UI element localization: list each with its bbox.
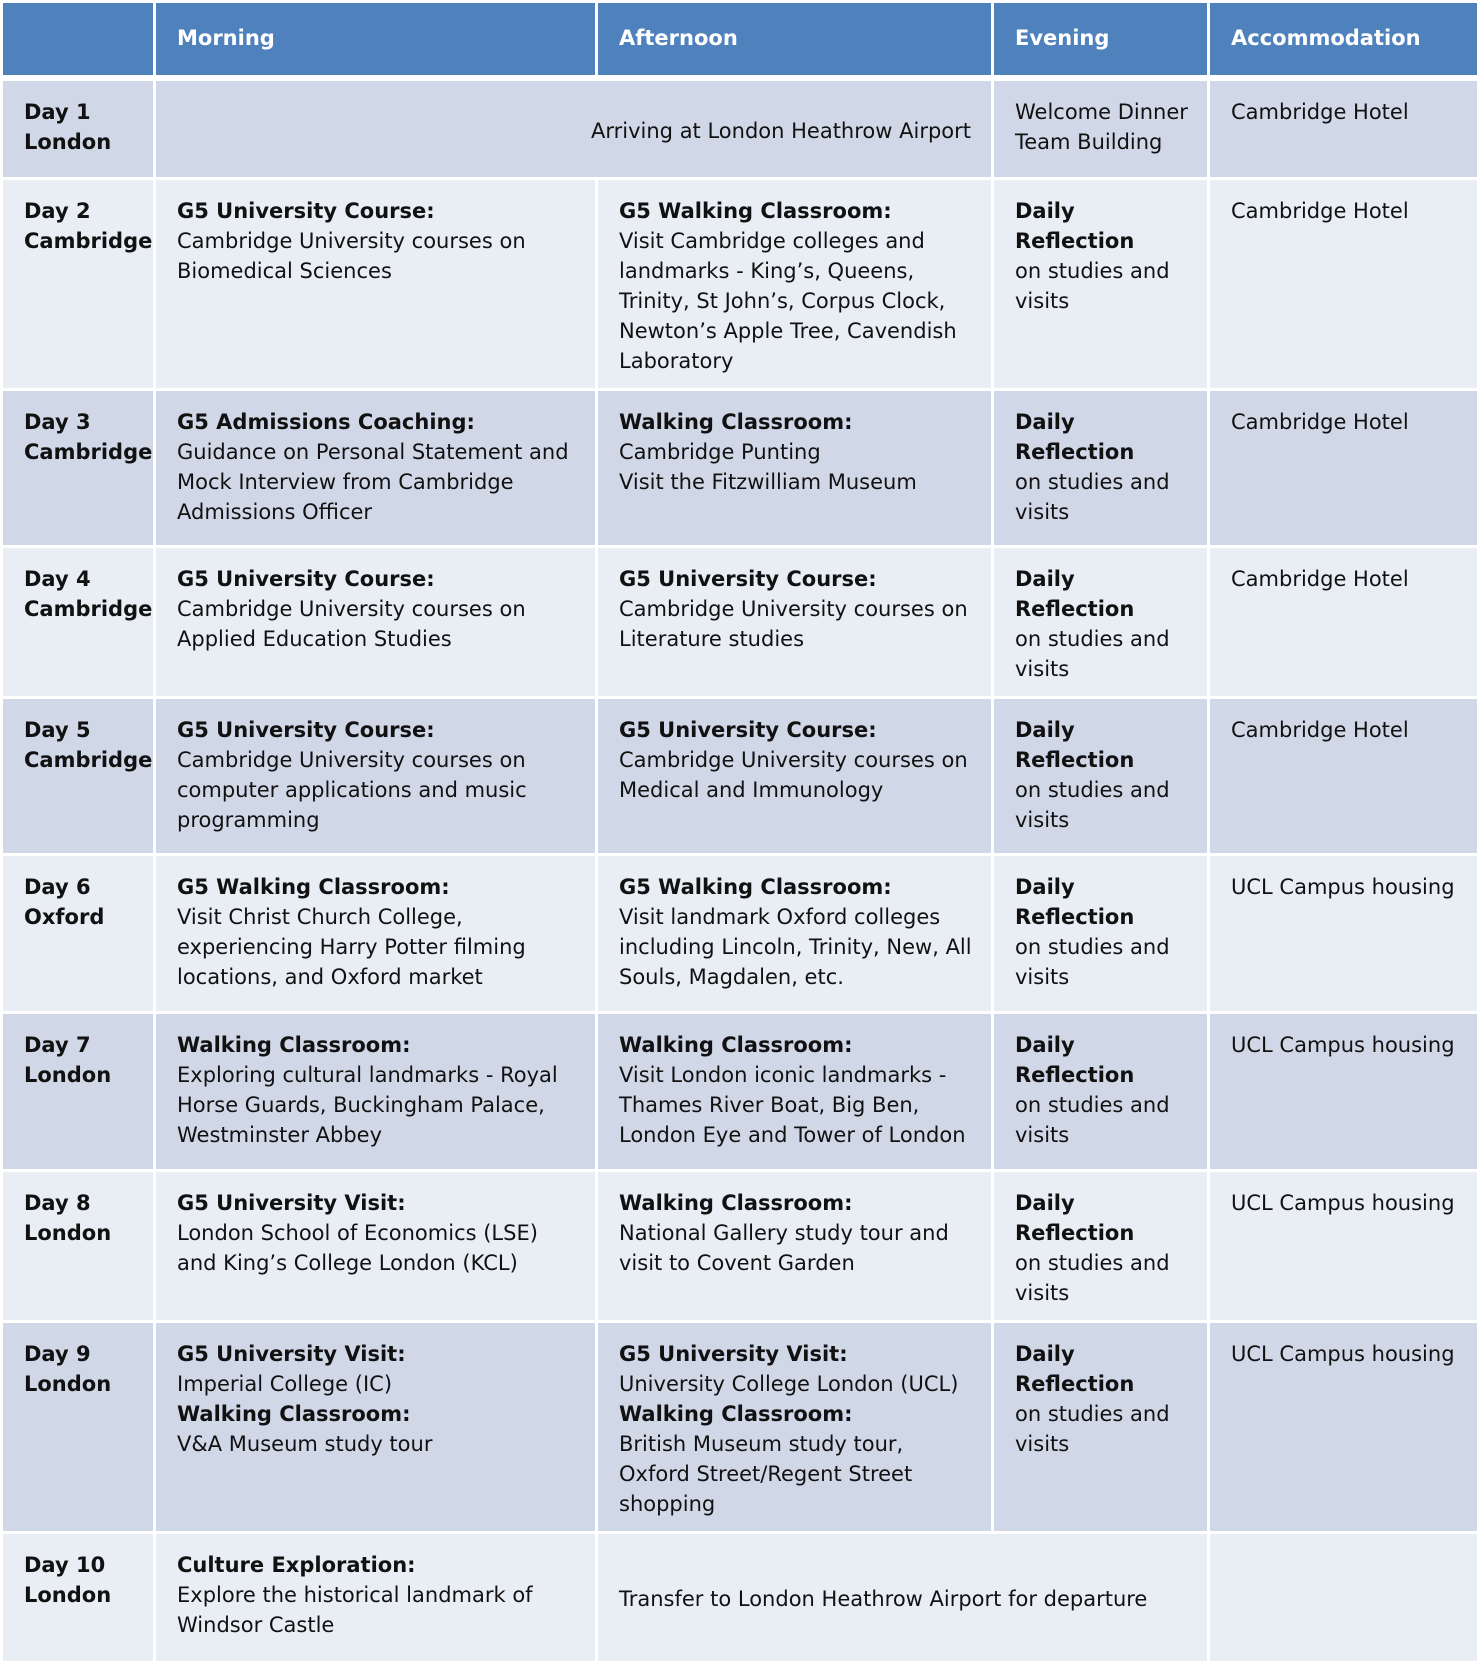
afternoon-cell: G5 University Visit: University College London (UCL) Walking Classroom: British Museum study tour, Oxford Street/Regent Street shopping bbox=[597, 1321, 993, 1532]
evening-cell: Daily Reflection on studies and visits bbox=[993, 1170, 1209, 1321]
accommodation-cell: UCL Campus housing bbox=[1209, 1012, 1477, 1170]
evening-cell: Daily Reflection on studies and visits bbox=[993, 389, 1209, 546]
afternoon-cell: Walking Classroom: Cambridge Punting Visit the Fitzwilliam Museum bbox=[597, 389, 993, 546]
table-row bbox=[2, 389, 1477, 546]
accommodation-cell: Cambridge Hotel bbox=[1209, 178, 1477, 389]
table-row bbox=[2, 78, 1477, 178]
accommodation-cell: Cambridge Hotel bbox=[1209, 389, 1477, 546]
morning-cell: G5 University Course: Cambridge University courses on computer applications and music programming bbox=[155, 697, 597, 854]
morning-cell: Culture Exploration: Explore the historical landmark of Windsor Castle bbox=[155, 1532, 597, 1662]
table-row bbox=[2, 546, 1477, 697]
arrival-cell: Arriving at London Heathrow Airport bbox=[155, 78, 993, 178]
table-row bbox=[2, 1321, 1477, 1532]
evening-cell: Daily Reflection on studies and visits bbox=[993, 697, 1209, 854]
day-cell: Day 4 Cambridge bbox=[2, 546, 155, 697]
accommodation-cell: UCL Campus housing bbox=[1209, 1170, 1477, 1321]
day-cell: Day 8 London bbox=[2, 1170, 155, 1321]
table-row bbox=[2, 1170, 1477, 1321]
evening-cell: Daily Reflection on studies and visits bbox=[993, 1012, 1209, 1170]
day-cell: Day 9 London bbox=[2, 1321, 155, 1532]
evening-cell: Daily Reflection on studies and visits bbox=[993, 854, 1209, 1012]
table-row bbox=[2, 178, 1477, 389]
accommodation-cell: Cambridge Hotel bbox=[1209, 697, 1477, 854]
morning-cell: G5 University Visit: London School of Economics (LSE) and King’s College London (KCL) bbox=[155, 1170, 597, 1321]
day-cell: Day 10 London bbox=[2, 1532, 155, 1662]
day-cell: Day 7 London bbox=[2, 1012, 155, 1170]
header-afternoon: Afternoon bbox=[597, 2, 993, 79]
morning-cell: G5 Admissions Coaching: Guidance on Personal Statement and Mock Interview from Cambridge Admissions Officer bbox=[155, 389, 597, 546]
day-cell: Day 1 London bbox=[2, 78, 155, 178]
afternoon-cell: Walking Classroom: National Gallery study tour and visit to Covent Garden bbox=[597, 1170, 993, 1321]
table-row bbox=[2, 1532, 1477, 1662]
header-morning: Morning bbox=[155, 2, 597, 79]
table-row bbox=[2, 1012, 1477, 1170]
afternoon-cell: G5 University Course: Cambridge University courses on Literature studies bbox=[597, 546, 993, 697]
accommodation-cell: UCL Campus housing bbox=[1209, 1321, 1477, 1532]
accommodation-cell bbox=[1209, 1532, 1477, 1662]
header-accommodation: Accommodation bbox=[1209, 2, 1477, 79]
departure-cell: Transfer to London Heathrow Airport for departure bbox=[597, 1532, 1209, 1662]
day-cell: Day 3 Cambridge bbox=[2, 389, 155, 546]
evening-cell: Daily Reflection on studies and visits bbox=[993, 178, 1209, 389]
accommodation-cell: Cambridge Hotel bbox=[1209, 78, 1477, 178]
evening-cell: Daily Reflection on studies and visits bbox=[993, 1321, 1209, 1532]
afternoon-cell: G5 Walking Classroom: Visit Cambridge colleges and landmarks - King’s, Queens, Trinity, St John’s, Corpus Clock, Newton’s Apple Tree, Cavendish Laboratory bbox=[597, 178, 993, 389]
evening-cell: Welcome Dinner Team Building bbox=[993, 78, 1209, 178]
accommodation-cell: UCL Campus housing bbox=[1209, 854, 1477, 1012]
afternoon-cell: G5 University Course: Cambridge University courses on Medical and Immunology bbox=[597, 697, 993, 854]
evening-cell: Daily Reflection on studies and visits bbox=[993, 546, 1209, 697]
day-cell: Day 2 Cambridge bbox=[2, 178, 155, 389]
morning-cell: G5 University Course: Cambridge University courses on Biomedical Sciences bbox=[155, 178, 597, 389]
afternoon-cell: G5 Walking Classroom: Visit landmark Oxford colleges including Lincoln, Trinity, New, All Souls, Magdalen, etc. bbox=[597, 854, 993, 1012]
afternoon-cell: Walking Classroom: Visit London iconic landmarks - Thames River Boat, Big Ben, London Eye and Tower of London bbox=[597, 1012, 993, 1170]
day-cell: Day 6 Oxford bbox=[2, 854, 155, 1012]
accommodation-cell: Cambridge Hotel bbox=[1209, 546, 1477, 697]
day-cell: Day 5 Cambridge bbox=[2, 697, 155, 854]
header-day bbox=[2, 2, 155, 79]
header-evening: Evening bbox=[993, 2, 1209, 79]
morning-cell: G5 University Course: Cambridge University courses on Applied Education Studies bbox=[155, 546, 597, 697]
table-row bbox=[2, 697, 1477, 854]
table-row bbox=[2, 854, 1477, 1012]
morning-cell: G5 Walking Classroom: Visit Christ Church College, experiencing Harry Potter filming locations, and Oxford market bbox=[155, 854, 597, 1012]
morning-cell: Walking Classroom: Exploring cultural landmarks - Royal Horse Guards, Buckingham Palace, Westminster Abbey bbox=[155, 1012, 597, 1170]
morning-cell: G5 University Visit: Imperial College (IC) Walking Classroom: V&A Museum study tour bbox=[155, 1321, 597, 1532]
header-row bbox=[2, 2, 1477, 79]
